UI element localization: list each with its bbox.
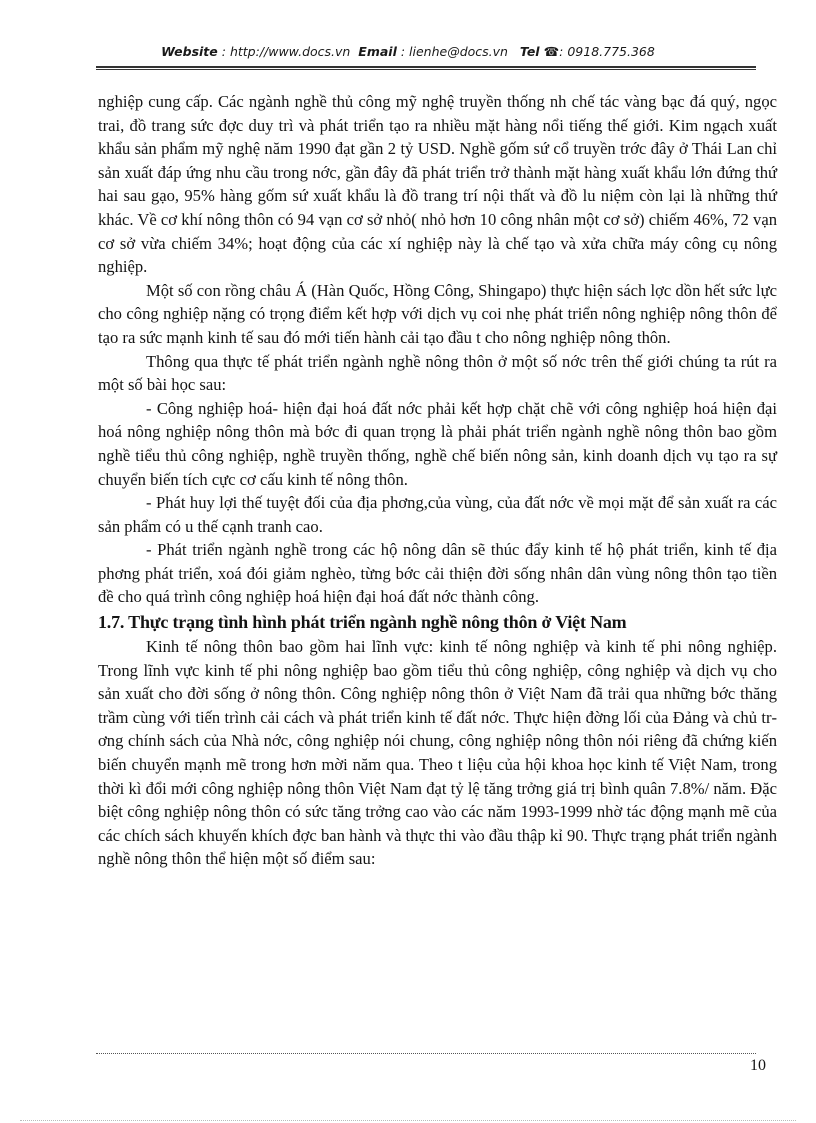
page-number: 10 [750, 1057, 766, 1074]
paragraph-3: Thông qua thực tế phát triển ngành nghề nông thôn ở một số nớc trên thế giới chúng ta rút ra một số bài học sau: [98, 351, 777, 395]
page-bottom-border [20, 1120, 796, 1121]
email-label: Email [358, 44, 397, 59]
tel-label: Tel [519, 44, 540, 59]
header-divider [96, 66, 756, 70]
footer-divider [96, 1053, 756, 1054]
website-separator: : [217, 44, 230, 59]
paragraph-7: Kinh tế nông thôn bao gồm hai lĩnh vực: kinh tế nông nghiệp và kinh tế phi nông nghiệp. Trong lĩnh vực kinh tế phi nông nghiệp bao gồm tiểu thủ công nghiệp, công nghiệp và dịch vụ cho sản xuất cho đời sống ở nông thôn. Công nghiệp nông thôn ở Việt Nam đã trải qua những bớc thăng trầm cùng với tiến trình cải cách và phát triển kinh tế đất nớc. Thực hiện đờng lối của Đảng và chủ trơng chính sách của Nhà nớc, công nghiệp nói chung, công nghiệp nông thôn nói riêng đã chứng kiến biến chuyển mạnh mẽ trong hơn mời năm qua. Theo t liệu của hội khoa học kinh tế Việt Nam, trong thời kì đổi mới công nghiệp nông thôn Việt Nam đạt tỷ lệ tăng trởng giá trị bình quân 7.8%/ năm. Đặc biệt công nghiệp nông thôn có sức tăng trởng cao vào các năm 1993-1999 nhờ tác động mạnh mẽ của các chích sách khuyến khích đợc ban hành và thực thi vào đầu thập kỉ 90. Thực trạng phát triển ngành nghề nông thôn thể hiện một số điểm sau: [98, 637, 777, 869]
document-body [98, 90, 777, 871]
website-link[interactable]: http://www.docs.vn [229, 44, 351, 59]
section-heading: 1.7. Thực trạng tình hình phát triển ngành nghề nông thôn ở Việt Nam [98, 612, 627, 633]
email-link[interactable]: lienhe@docs.vn [409, 44, 508, 59]
phone-icon: ☎ [543, 44, 560, 59]
tel-value: 0918.775.368 [567, 44, 655, 59]
paragraph-1: nghiệp cung cấp. Các ngành nghề thủ công mỹ nghệ truyền thống nh chế tác vàng bạc đá quý, ngọc trai, đồ trang sức đợc duy trì và phát triển tạo ra nhiều mặt hàng nổi tiếng thế giới. Kim ngạch xuất khẩu sản phẩm mỹ nghệ năm 1990 đạt gần 2 tỷ USD. Nghề gốm sứ cổ truyền trớc đây ở Thái Lan chỉ sản xuất đáp ứng nhu cầu trong nớc, gần đây đã phát triển trở thành mặt hàng xuất khẩu lớn đứng thứ hai sau gạo, 95% hàng gốm sứ xuất khẩu là đồ trang trí nội thất và đồ lu niệm còn lại là những thứ khác. Về cơ khí nông thôn có 94 vạn cơ sở nhỏ( nhỏ hơn 10 công nhân một cơ sở) chiếm 46%, 72 vạn cơ sở vừa chiếm 34%; hoạt động của các xí nghiệp này là chế tạo và xửa chữa máy công cụ nông nghiệp. [98, 92, 777, 277]
lesson-item-1: - Công nghiệp hoá- hiện đại hoá đất nớc phải kết hợp chặt chẽ với công nghiệp hoá hiện đại hoá nông nghiệp nông thôn mà bớc đi quan trọng là phải phát triển ngành nghề nông thôn bao gồm nghề tiểu thủ công nghiệp, nghề truyền thống, nghề chế biến nông sản, kinh doanh dịch vụ tạo ra sự chuyển biến tích cực cơ cấu kinh tế nông thôn. [98, 398, 777, 489]
website-label: Website [161, 44, 218, 59]
lesson-item-3: - Phát triển ngành nghề trong các hộ nông dân sẽ thúc đẩy kinh tế hộ phát triển, kinh tế địa phơng phát triển, xoá đói giảm nghèo, từng bớc cải thiện đời sống nhân dân vùng nông thôn tạo tiền đề cho quá trình công nghiệp hoá hiện đại hoá đất nớc thành công. [98, 540, 777, 607]
email-separator: : [396, 44, 410, 59]
page-header [0, 44, 816, 59]
tel-separator: : [559, 44, 568, 59]
lesson-item-2: - Phát huy lợi thế tuyệt đối của địa phơng,của vùng, của đất nớc về mọi mặt để sản xuất ra các sản phẩm có u thế cạnh tranh cao. [98, 493, 777, 536]
paragraph-2: Một số con rồng châu Á (Hàn Quốc, Hồng Công, Shingapo) thực hiện sách lợc dồn hết sức lực cho công nghiệp nặng có trọng điểm kết hợp với dịch vụ coi nhẹ phát triển nông nghiệp nông thôn để tạo ra sức mạnh kinh tế sau đó mới tiến hành cải tạo đầu t cho nông nghiệp nông thôn. [98, 280, 777, 347]
